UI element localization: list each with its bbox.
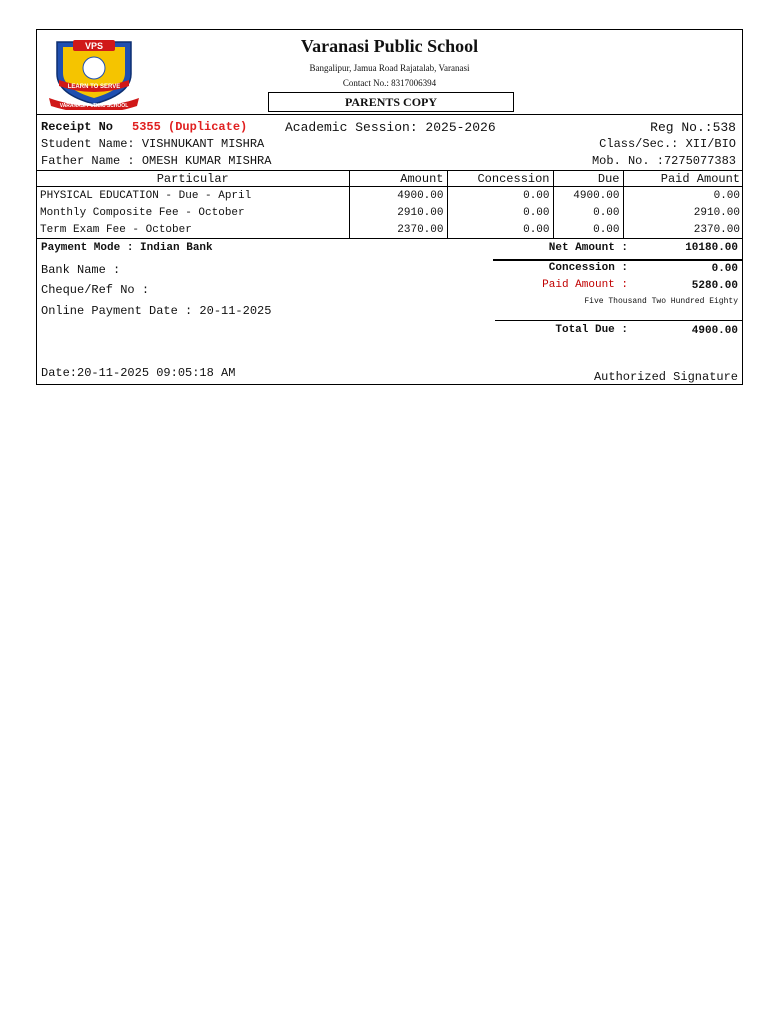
svg-text:VPS: VPS	[84, 41, 104, 51]
cell-concession: 0.00	[447, 187, 553, 205]
table-row	[37, 221, 743, 239]
svg-text:LEARN TO SERVE: LEARN TO SERVE	[67, 84, 121, 90]
net-amount-value: 10180.00	[685, 242, 738, 254]
cell-concession: 0.00	[447, 204, 553, 221]
total-due-value: 4900.00	[691, 325, 738, 337]
table-row	[37, 204, 743, 221]
svg-text:VARANASI PUBLIC SCHOOL: VARANASI PUBLIC SCHOOL	[59, 103, 129, 109]
cheque-ref-no: Cheque/Ref No :	[41, 283, 150, 297]
cell-amount: 4900.00	[349, 187, 447, 205]
class-section: Class/Sec.: XII/BIO	[599, 137, 736, 151]
total-due-label: Total Due :	[555, 324, 628, 336]
concession-label: Concession :	[548, 262, 628, 274]
table-row	[37, 187, 743, 205]
school-contact: Contact No.: 8317006394	[342, 78, 437, 88]
net-amount-label: Net Amount :	[548, 242, 628, 254]
col-concession: Concession	[447, 171, 553, 187]
receipt-label: Receipt No	[41, 120, 114, 134]
online-payment-date: Online Payment Date : 20-11-2025	[41, 304, 272, 318]
mobile-number: Mob. No. :7275077383	[591, 154, 736, 168]
father-name: Father Name : OMESH KUMAR MISHRA	[41, 154, 272, 168]
cell-due: 0.00	[553, 204, 623, 221]
cell-particular: Monthly Composite Fee - October	[37, 204, 349, 221]
receipt-date: Date:20-11-2025 09:05:18 AM	[41, 366, 236, 380]
fee-receipt	[36, 29, 743, 385]
cell-paid-amount: 2910.00	[623, 204, 743, 221]
col-amount: Amount	[349, 171, 447, 187]
copy-label: PARENTS COPY	[268, 92, 514, 112]
authorized-signature: Authorized Signature	[593, 370, 738, 384]
fees-table	[37, 170, 743, 239]
col-due: Due	[553, 171, 623, 187]
fees-header-row	[37, 171, 743, 187]
divider	[493, 259, 743, 261]
school-address: Bangalipur, Jamua Road Rajatalab, Varanasi	[309, 63, 470, 73]
school-name: Varanasi Public School	[300, 36, 479, 56]
academic-session: Academic Session: 2025-2026	[285, 120, 496, 135]
cell-due: 0.00	[553, 221, 623, 239]
cell-amount: 2910.00	[349, 204, 447, 221]
receipt-number: 5355 (Duplicate)	[132, 120, 248, 134]
paid-amount-label: Paid Amount :	[542, 279, 628, 291]
cell-amount: 2370.00	[349, 221, 447, 239]
cell-concession: 0.00	[447, 221, 553, 239]
reg-no: Reg No.:538	[650, 120, 736, 135]
paid-amount-in-words: Five Thousand Two Hundred Eighty	[584, 297, 738, 306]
cell-due: 4900.00	[553, 187, 623, 205]
col-particular: Particular	[37, 171, 349, 187]
cell-paid-amount: 2370.00	[623, 221, 743, 239]
divider	[495, 320, 743, 321]
student-name: Student Name: VISHNUKANT MISHRA	[41, 137, 265, 151]
cell-particular: Term Exam Fee - October	[37, 221, 349, 239]
receipt-header	[37, 30, 742, 115]
col-paid-amount: Paid Amount	[623, 171, 743, 187]
bank-name: Bank Name :	[41, 263, 121, 277]
paid-amount-value: 5280.00	[691, 280, 738, 292]
cell-paid-amount: 0.00	[623, 187, 743, 205]
payment-mode: Payment Mode : Indian Bank	[41, 242, 213, 254]
concession-value: 0.00	[711, 263, 738, 275]
cell-particular: PHYSICAL EDUCATION - Due - April	[37, 187, 349, 205]
